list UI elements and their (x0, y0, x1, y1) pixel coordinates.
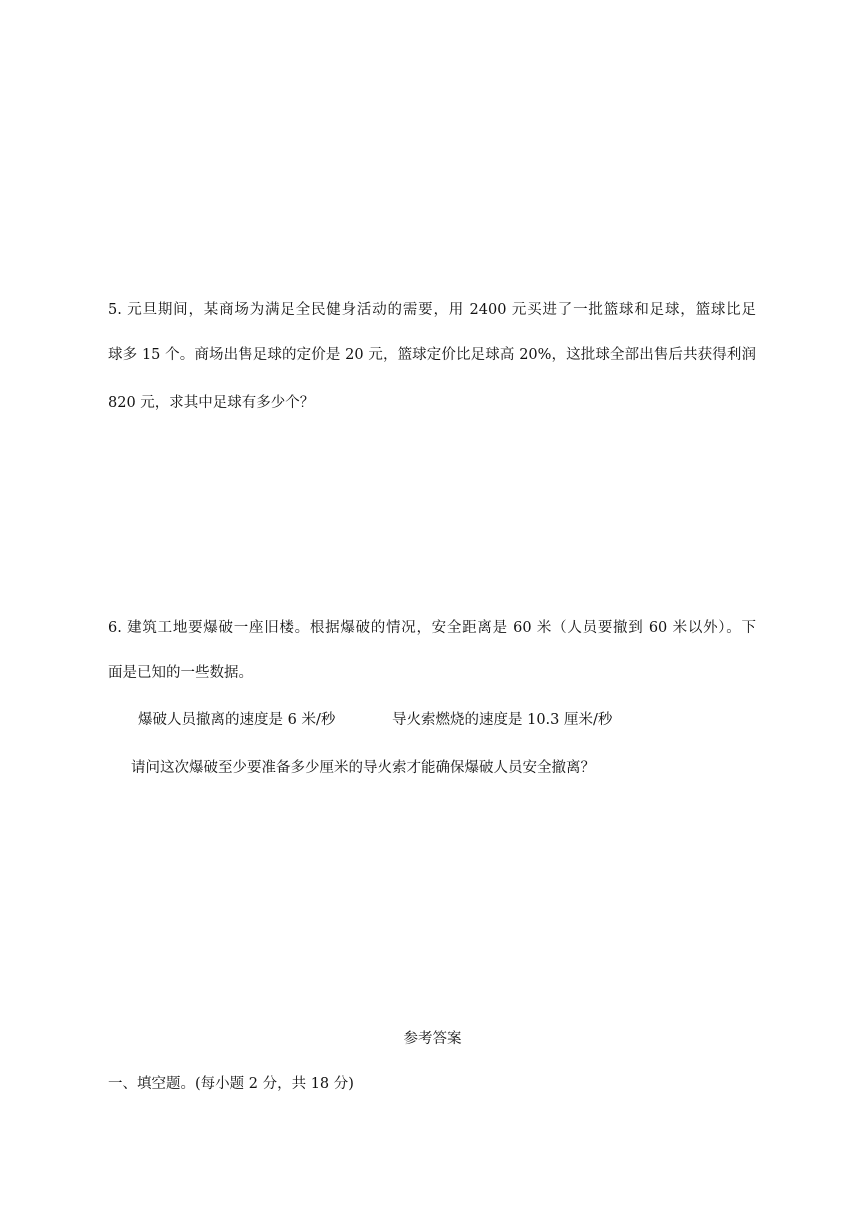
problem-5-line-3: 820 元，求其中足球有多少个？ (108, 395, 315, 411)
answer-key-title: 参考答案 (403, 1031, 462, 1047)
answer-section-1-heading: 一、填空题。(每小题 2 分，共 18 分) (108, 1076, 354, 1092)
problem-6-line-2: 面是已知的一些数据。 (108, 665, 253, 681)
problem-6-given-evacuation-speed: 爆破人员撤离的速度是 6 米/秒 (138, 712, 336, 728)
problem-6-line-1: 6. 建筑工地要爆破一座旧楼。根据爆破的情况，安全距离是 60 米（人员要撤到 60 米以外）。下 (108, 620, 756, 636)
problem-6-given-fuse-speed: 导火索燃烧的速度是 10.3 厘米/秒 (392, 712, 613, 728)
problem-5-line-2: 球多 15 个。商场出售足球的定价是 20 元，篮球定价比足球高 20%，这批球全部出售后共获得利润 (108, 347, 756, 363)
problem-5-line-1: 5. 元旦期间，某商场为满足全民健身活动的需要，用 2400 元买进了一批篮球和足球，篮球比足 (108, 302, 756, 318)
problem-6-question: 请问这次爆破至少要准备多少厘米的导火索才能确保爆破人员安全撤离？ (131, 760, 595, 776)
